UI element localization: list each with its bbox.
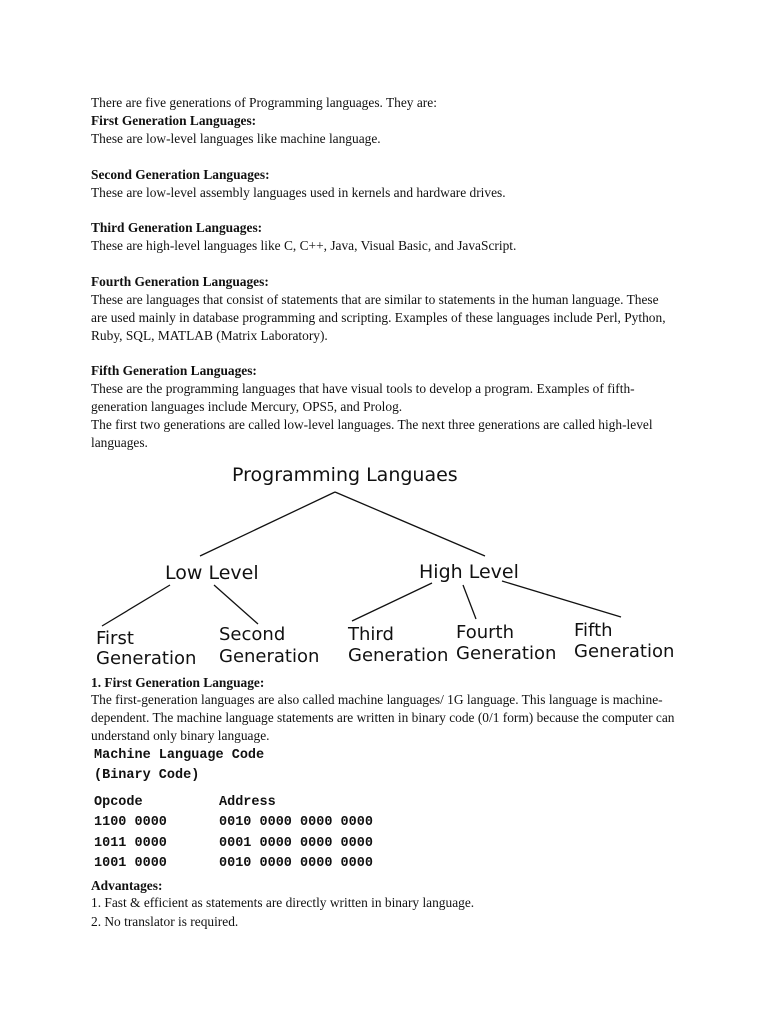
connector-high-fifth: [502, 581, 621, 617]
intro-text: There are five generations of Programming languages. They are:: [91, 95, 437, 110]
address-cell: 0010 0000 0000 0000: [219, 856, 373, 871]
diagram-fifth-label: Fifth: [574, 620, 613, 641]
advantage-item: 2. No translator is required.: [91, 914, 239, 929]
gen4-text: These are languages that consist of statements that are similar to statements in the human language. These are used mainly in database programming and scripting. Examples of these languages include Perl, Python, Ruby, SQL, MATLAB (Matrix Laboratory).: [91, 292, 666, 343]
machine-code-title: Machine Language Code: [94, 748, 265, 763]
advantages-heading: Advantages:: [91, 878, 163, 893]
gen2-heading: Second Generation Languages:: [91, 167, 270, 182]
connector-high-fourth: [463, 585, 476, 619]
machine-code-subtitle: (Binary Code): [94, 768, 200, 783]
diagram-first-sub-label: Generation: [96, 648, 197, 669]
gen5-heading: Fifth Generation Languages:: [91, 363, 257, 378]
advantage-item: 1. Fast & efficient as statements are directly written in binary language.: [91, 895, 475, 910]
diagram-root-label: Programming Languaes: [232, 464, 458, 486]
connector-root-high: [335, 492, 485, 556]
connector-high-third: [352, 583, 432, 621]
section1-heading: 1. First Generation Language:: [91, 675, 265, 690]
diagram-high-level-label: High Level: [419, 561, 519, 583]
connector-root-low: [200, 492, 335, 556]
opcode-cell: 1100 0000: [94, 815, 167, 830]
gen5-text: These are the programming languages that have visual tools to develop a program. Examples of fifth-generation languages include Mercury, OPS5, and Prolog.: [91, 381, 635, 414]
diagram-second-label: Second: [219, 624, 286, 645]
gen3-text: These are high-level languages like C, C++, Java, Visual Basic, and JavaScript.: [91, 238, 517, 253]
diagram-first-label: First: [96, 628, 134, 649]
generations-tree-diagram: [80, 455, 690, 670]
opcode-cell: 1001 0000: [94, 856, 167, 871]
connector-low-first: [102, 585, 170, 626]
tree-connectors: [102, 492, 621, 626]
section1-text: The first-generation languages are also called machine languages/ 1G language. This language is machine-dependent. The machine language statements are written in binary code (0/1 form) because the computer can understand only binary language.: [91, 692, 675, 743]
gen1-text: These are low-level languages like machine language.: [91, 131, 381, 146]
diagram-third-sub-label: Generation: [348, 645, 449, 666]
diagram-fourth-sub-label: Generation: [456, 643, 557, 664]
opcode-cell: 1011 0000: [94, 836, 167, 851]
gen4-heading: Fourth Generation Languages:: [91, 274, 269, 289]
address-column-header: Address: [219, 795, 276, 810]
diagram-low-level-label: Low Level: [165, 562, 259, 584]
diagram-fifth-sub-label: Generation: [574, 641, 675, 662]
connector-low-second: [214, 585, 258, 624]
opcode-column-header: Opcode: [94, 795, 143, 810]
address-cell: 0010 0000 0000 0000: [219, 815, 373, 830]
diagram-fourth-label: Fourth: [456, 622, 514, 643]
gen1-heading: First Generation Languages:: [91, 113, 257, 128]
diagram-second-sub-label: Generation: [219, 646, 320, 667]
address-cell: 0001 0000 0000 0000: [219, 836, 373, 851]
summary-text: The first two generations are called low-level languages. The next three generations are called high-level languages.: [91, 417, 653, 450]
gen2-text: These are low-level assembly languages used in kernels and hardware drives.: [91, 185, 506, 200]
diagram-third-label: Third: [348, 624, 394, 645]
gen3-heading: Third Generation Languages:: [91, 220, 263, 235]
